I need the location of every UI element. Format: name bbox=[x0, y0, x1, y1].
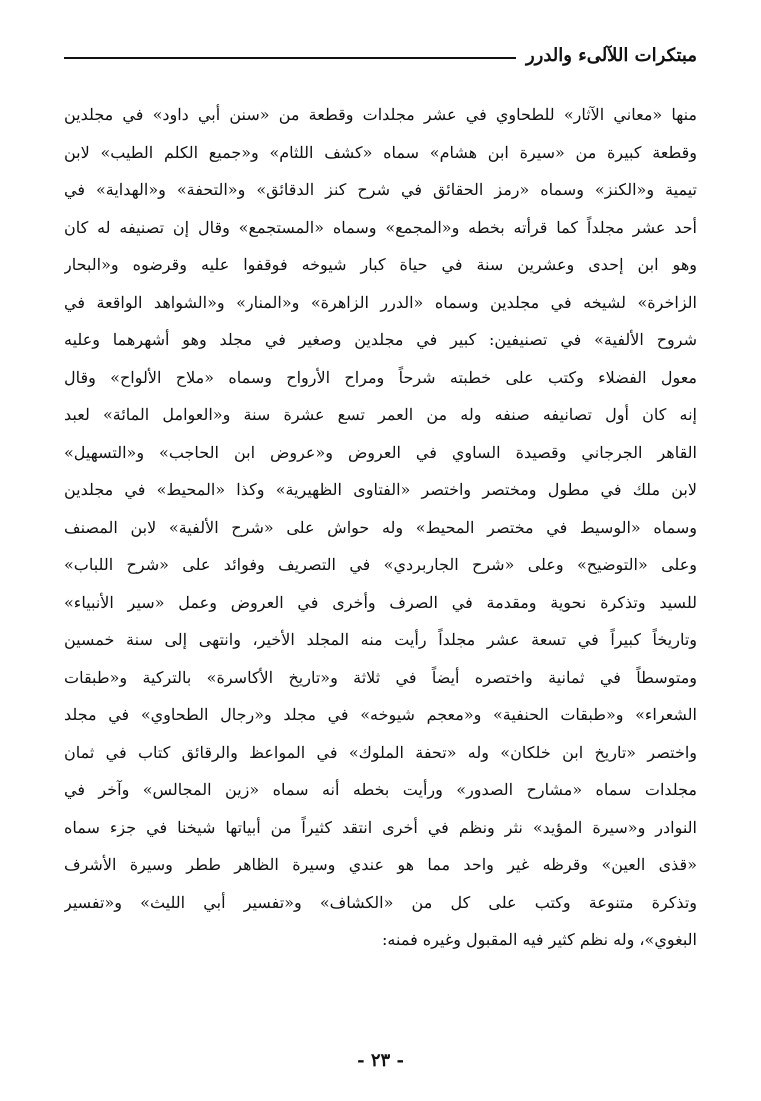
text-line-13: وعلى «التوضيح» وعلى «شرح الجاربردي» في التصريف وفوائد على «شرح اللباب» bbox=[64, 555, 697, 574]
text-line-14: للسيد وتذكرة نحوية ومقدمة في الصرف وأخرى في العروض وعمل «سير الأنبياء» bbox=[64, 592, 697, 612]
text-line-12: وسماه «الوسيط في مختصر المحيط» وله حواش على «شرح الألفية» لابن المصنف bbox=[64, 517, 697, 537]
text-line-23: البغوي»، وله نظم كثير فيه المقبول وغيره فمنه: bbox=[382, 930, 697, 949]
text-line-11: لابن ملك في مطول ومختصر واختصر «الفتاوى الظهيرية» وكذا «المحيط» في مجلدين bbox=[64, 480, 697, 499]
text-line-16: ومتوسطاً في ثمانية واختصره أيضاً في ثلاثة و«تاريخ الأكاسرة» بالتركية و«طبقات bbox=[64, 667, 697, 687]
text-line-17: الشعراء» و«طبقات الحنفية» و«معجم شيوخه» في مجلد و«رجال الطحاوي» في مجلد bbox=[64, 705, 697, 724]
text-line-6: الزاخرة» لشيخه في مجلدين وسماه «الدرر الزاهرة» و«المنار» و«الشواهد الواقعة في bbox=[64, 292, 697, 312]
header-title: مبتكرات اللآلىء والدرر bbox=[525, 44, 697, 66]
running-header bbox=[64, 38, 697, 72]
text-line-15: وتاريخاً كبيراً في تسعة عشر مجلداً رأيت منه المجلد الأخير، وانتهى إلى سنة خمسين bbox=[64, 630, 697, 649]
text-line-8: معول الفضلاء وكتب على خطبته شرحاً ومراح الأرواح وسماه «ملاح الألواح» وقال bbox=[64, 367, 697, 387]
header-rule bbox=[64, 57, 516, 59]
text-line-1: منها «معاني الآثار» للطحاوي في عشر مجلدات وقطعة من «سنن أبي داود» في مجلدين bbox=[64, 105, 697, 124]
text-line-10: القاهر الجرجاني وقصيدة الساوي في العروض و«عروض ابن الحاجب» و«التسهيل» bbox=[64, 442, 697, 462]
text-line-21: «قذى العين» وقرظه غير واحد مما هو عندي وسيرة الظاهر ططر وسيرة الأشرف bbox=[64, 855, 697, 874]
text-line-20: النوادر و«سيرة المؤيد» نثر ونظم في أخرى انتقد كثيراً من أبياتها شيخنا في جزء سماه bbox=[64, 817, 697, 837]
text-line-22: وتذكرة متنوعة وكتب على كل من «الكشاف» و«تفسير أبي الليث» و«تفسير bbox=[64, 892, 697, 912]
text-line-5: وهو ابن إحدى وعشرين سنة في حياة كبار شيوخه فوقفوا عليه وقرضوه و«البحار bbox=[64, 255, 697, 274]
text-line-2: وقطعة كبيرة من «سيرة ابن هشام» سماه «كشف اللثام» و«جميع الكلم الطيب» لابن bbox=[64, 142, 697, 162]
text-line-4: أحد عشر مجلداً كما قرأته بخطه و«المجمع» وسماه «المستجمع» وقال إن تصنيفه له كان bbox=[64, 217, 697, 237]
text-line-9: إنه كان أول تصانيفه صنفه وله من العمر تسع عشرة سنة و«العوامل المائة» لعبد bbox=[64, 405, 697, 424]
text-line-18: واختصر «تاريخ ابن خلكان» وله «تحفة الملوك» في المواعظ والرقائق كتاب في ثمان bbox=[64, 742, 697, 762]
page-number: - ٢٣ - bbox=[357, 1050, 404, 1071]
text-line-7: شروح الألفية» في تصنيفين: كبير في مجلدين وصغير في مجلد وهو أشهرهما وعليه bbox=[64, 330, 697, 349]
text-line-3: تيمية و«الكنز» وسماه «رمز الحقائق في شرح كنز الدقائق» و«التحفة» و«الهداية» في bbox=[64, 180, 697, 199]
text-line-19: مجلدات سماه «مشارح الصدور» ورأيت بخطه أنه سماه «زين المجالس» وآخر في bbox=[64, 780, 697, 799]
body-text bbox=[64, 96, 697, 959]
